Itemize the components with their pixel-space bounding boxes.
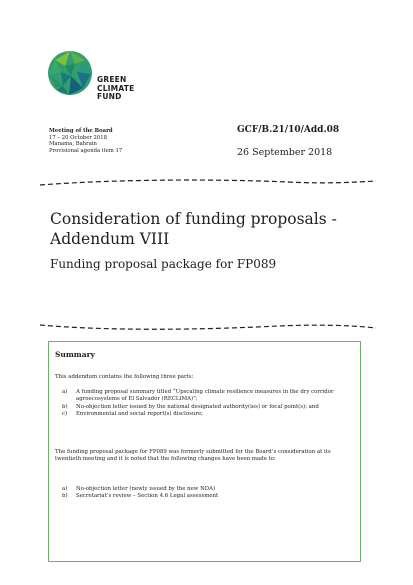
logo-line-fund: FUND <box>97 92 122 102</box>
list-item-label: b) <box>62 403 68 410</box>
list-item-text: Secretariat’s review – Section 4.6 Legal assessment <box>76 493 219 500</box>
list-item <box>60 404 352 411</box>
list-item <box>60 493 352 500</box>
wave-divider-bottom <box>38 322 378 332</box>
meeting-heading: Meeting of the Board <box>49 128 113 134</box>
list-item-label: b) <box>62 493 68 500</box>
list-item <box>60 389 352 404</box>
logo-line-green: GREEN <box>97 75 127 84</box>
summary-heading: Summary <box>55 350 95 359</box>
list-item-text: A funding proposal summary titled “Upscaling climate resilience measures in the dry corridor agroecosystems of El Salvador (RECLIMA)”; <box>76 389 334 403</box>
logo-line-climate: CLIMATE <box>97 83 135 93</box>
title-line-2: Addendum VIII <box>50 230 170 248</box>
page-subtitle: Funding proposal package for FP089 <box>50 257 277 271</box>
summary-paragraph-2: The funding proposal package for FP089 was formerly submitted for the Board’s consideration at its twentieth meeting and it is noted that the following changes have been made to: <box>55 449 331 463</box>
list-item-label: a) <box>62 486 68 492</box>
list-item-label: a) <box>62 389 68 395</box>
summary-intro: This addendum contains the following three parts: <box>55 374 194 380</box>
page-title <box>50 209 380 249</box>
meeting-place: Manama, Bahrain <box>49 141 97 148</box>
agenda-item: Provisional agenda item 17 <box>49 148 123 155</box>
list-item <box>60 486 352 493</box>
green-climate-fund-globe-icon <box>47 48 93 98</box>
title-line-1: Consideration of funding proposals - <box>50 210 337 228</box>
list-item-text: Environmental and social report(s) disclosure; <box>76 410 203 417</box>
document-number: GCF/B.21/10/Add.08 <box>237 125 340 135</box>
parts-list <box>60 389 352 418</box>
meeting-dates: 17 – 20 October 2018 <box>49 134 108 141</box>
changes-list <box>60 486 352 501</box>
list-item-label: c) <box>62 410 68 417</box>
logo-wordmark <box>97 76 134 102</box>
list-item-text: No-objection letter (newly issued by the new NDA) <box>76 486 216 492</box>
meeting-info <box>49 128 122 155</box>
document-date: 26 September 2018 <box>237 147 333 158</box>
list-item <box>60 411 352 418</box>
wave-divider-top <box>38 178 378 188</box>
list-item-text: No-objection letter issued by the national designated authority(ies) or focal point(s); and <box>76 403 319 410</box>
